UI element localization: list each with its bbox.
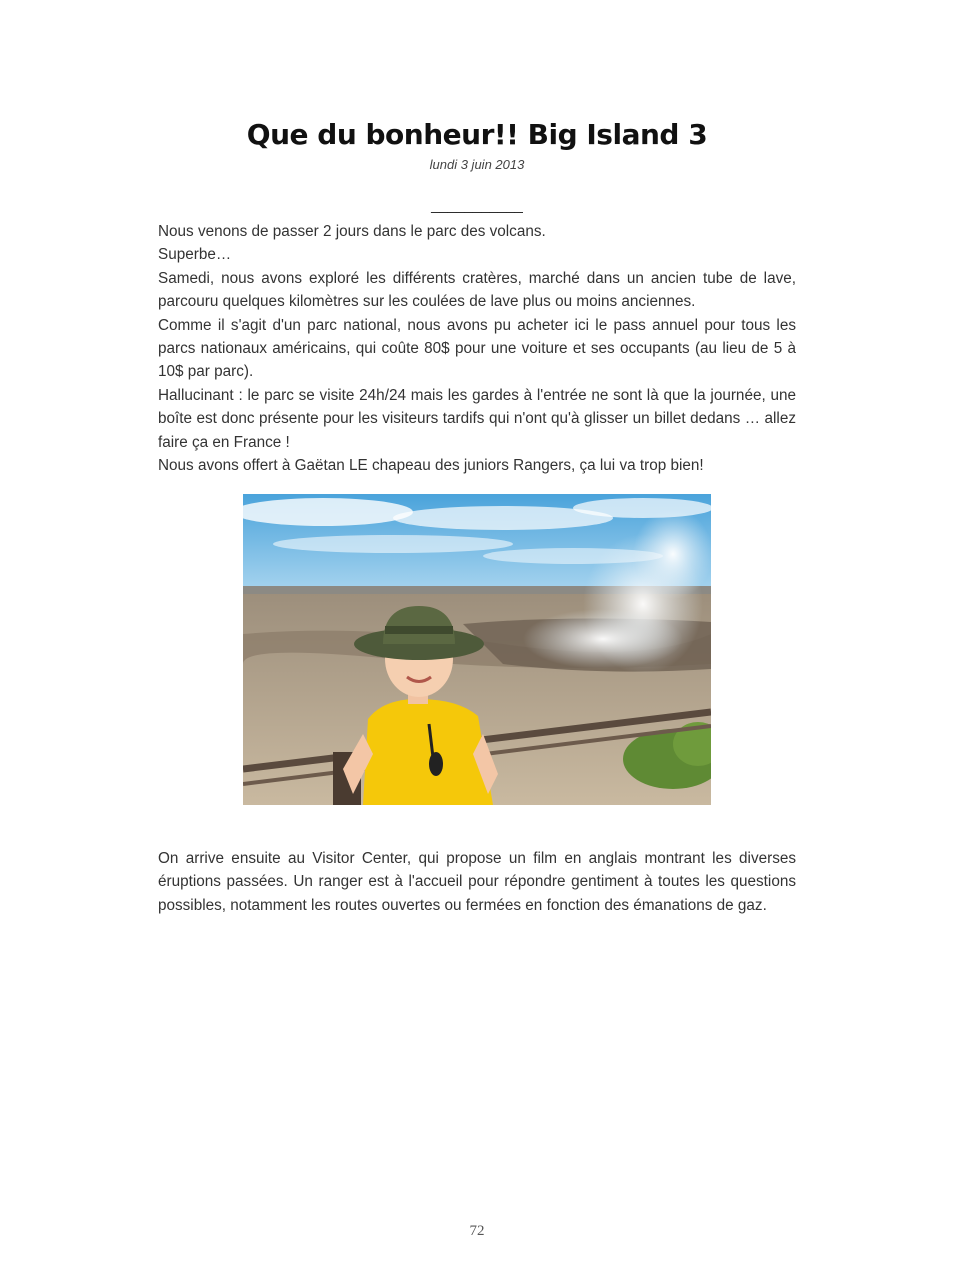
yellow-shirt [363,699,493,805]
volcano-crater-photo [243,494,711,805]
paragraph: Comme il s'agit d'un parc national, nous avons pu acheter ici le pass annuel pour tous les parcs nationaux américains, qui coûte 80$ pour une voiture et ses occupants (au lieu de 5 à 10$ par parc). [158,316,796,381]
paragraph: Nous venons de passer 2 jours dans le parc des volcans. [158,223,546,240]
paragraph: Nous avons offert à Gaëtan LE chapeau des juniors Rangers, ça lui va trop bien! [158,457,704,475]
intro-text [158,220,796,477]
paragraph: On arrive ensuite au Visitor Center, qui propose un film en anglais montrant les diverses éruptions passées. Un ranger est à l'accueil pour répondre gentiment à toutes les questions possibles, notamment les routes ouvertes ou fermées en fonction des émanations de gaz. [158,850,796,914]
paragraph: Superbe… [158,246,232,264]
paragraph: Samedi, nous avons exploré les différents cratères, marché dans un ancien tube de lave, parcouru quelques kilomètres sur les coulées de lave plus ou moins anciennes. [158,269,796,311]
article-date: lundi 3 juin 2013 [429,157,525,172]
article-title: Que du bonheur!! Big Island 3 [246,118,708,151]
paragraph: Hallucinant : le parc se visite 24h/24 mais les gardes à l'entrée ne sont là que la journée, une boîte est donc présente pour les visiteurs tardifs qui n'ont qu'à glisser un billet dedans … allez faire ça en France ! [158,386,796,451]
page-number: 72 [469,1223,485,1239]
title-separator: ___________ [431,197,523,214]
outro-text [158,847,796,917]
